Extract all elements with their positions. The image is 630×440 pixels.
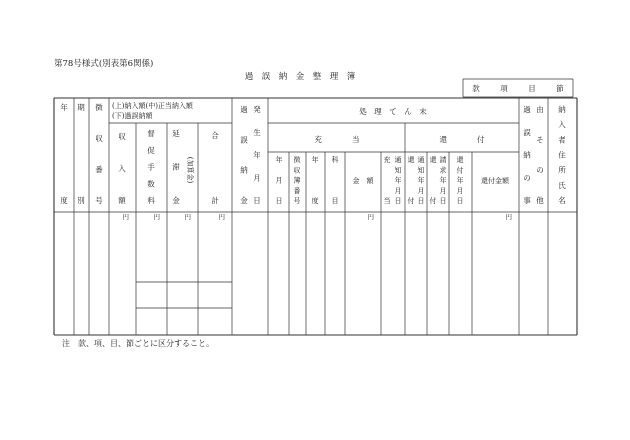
yen-unit-income: 円 xyxy=(122,213,129,221)
header-collection-no-0: 徴 xyxy=(95,103,103,112)
header-allot-notice-a-0: 充 xyxy=(383,156,391,164)
header-allot-date-2: 日 xyxy=(275,197,283,205)
header-reason-a-1: 誤 xyxy=(523,127,531,137)
yen-unit-refund-amount: 円 xyxy=(505,213,512,221)
header-overpay-date-b-0: 発 xyxy=(253,105,261,114)
header-overpay-date-b-1: 生 xyxy=(253,127,261,137)
header-refund-claim-b-4: 日 xyxy=(439,197,447,205)
footnote: 注 款、項、目、節ごとに区分すること。 xyxy=(62,339,214,348)
header-refund-claim-b-2: 年 xyxy=(439,176,447,185)
header-allot-notice-a-1: 当 xyxy=(383,197,391,205)
header-refund-date-2: 年 xyxy=(456,176,464,185)
header-allot-ledger-no-0: 徴 xyxy=(293,156,301,164)
header-dunning-fee-3: 数 xyxy=(147,179,155,189)
header-allot-notice-b-2: 年 xyxy=(394,176,402,185)
header-overpay-date-a-0: 過 xyxy=(240,105,248,114)
header-payer-6: 名 xyxy=(558,196,566,205)
header-allot-ledger-no-1: 収 xyxy=(293,166,301,175)
header-income-1: 入 xyxy=(118,164,126,173)
header-dunning-fee-2: 手 xyxy=(147,162,155,172)
header-total-bottom: 計 xyxy=(211,196,219,205)
header-reason-b-1: そ xyxy=(536,135,544,145)
header-arrears-0: 延 xyxy=(172,129,180,138)
yen-unit-arrears: 円 xyxy=(184,213,191,221)
header-reason-b-2: の xyxy=(536,165,544,175)
header-allot-ledger-no-2: 簿 xyxy=(293,176,301,185)
header-refund-claim-a-1: 付 xyxy=(429,197,437,205)
header-overpay-date-b-3: 月 xyxy=(253,173,261,183)
header-allot-subject-top: 科 xyxy=(331,156,339,164)
header-allot-year-top: 年 xyxy=(311,156,319,164)
classification-label-1: 項 xyxy=(500,84,508,93)
yen-unit-dunning: 円 xyxy=(153,213,160,221)
header-refund-date-4: 日 xyxy=(456,197,464,205)
header-refund: 還 付 xyxy=(439,135,485,144)
header-refund-amount: 還付金額 xyxy=(481,177,509,185)
yen-unit-allot-amount: 円 xyxy=(367,213,374,221)
header-allot-notice-b-4: 日 xyxy=(394,197,402,205)
header-reason-a-0: 過 xyxy=(523,105,531,114)
header-refund-notice-a-1: 付 xyxy=(407,197,415,205)
header-period-bottom: 別 xyxy=(77,196,85,205)
header-refund-notice-b-1: 知 xyxy=(417,166,425,175)
header-refund-date-1: 付 xyxy=(456,166,464,175)
header-refund-notice-b-2: 年 xyxy=(417,176,425,185)
header-year-bottom: 度 xyxy=(60,196,68,205)
header-payer-2: 者 xyxy=(558,135,566,145)
header-collection-no-1: 収 xyxy=(95,134,103,143)
header-total-top: 合 xyxy=(211,131,219,140)
header-payer-4: 所 xyxy=(558,165,566,175)
header-reason-a-4: 事 xyxy=(523,196,531,205)
header-arrears-1: 滞 xyxy=(172,162,180,172)
header-disposition: 処 理 て ん 末 xyxy=(359,107,427,116)
header-refund-notice-b-3: 月 xyxy=(417,186,425,195)
form-number: 第78号様式(別表第6関係) xyxy=(54,59,154,69)
header-refund-notice-b-4: 日 xyxy=(417,197,425,205)
header-payer-3: 住 xyxy=(558,150,566,160)
header-refund-notice-b-0: 通 xyxy=(417,156,425,164)
header-collection-no-3: 号 xyxy=(95,196,103,205)
yen-unit-total: 円 xyxy=(218,213,225,221)
classification-label-0: 款 xyxy=(472,84,480,93)
header-refund-claim-b-3: 月 xyxy=(439,186,447,195)
header-allot-date-1: 月 xyxy=(275,176,283,185)
header-overpay-date-b-2: 年 xyxy=(253,150,261,160)
header-dunning-fee-4: 料 xyxy=(147,196,155,205)
header-reason-b-0: 由 xyxy=(536,105,544,114)
header-allot-year-bottom: 度 xyxy=(311,197,319,205)
header-payer-0: 納 xyxy=(558,105,566,114)
header-reason-a-2: 納 xyxy=(523,150,531,160)
header-refund-claim-b-0: 請 xyxy=(439,156,447,164)
header-allot-subject-bottom: 目 xyxy=(331,197,339,205)
header-amount-group-line1: (上)納入額(中)正当納入額 xyxy=(112,102,193,110)
header-refund-date-3: 月 xyxy=(456,186,464,195)
header-allot-amount: 金 額 xyxy=(352,177,374,185)
header-collection-no-2: 番 xyxy=(95,165,103,174)
header-dunning-fee-1: 促 xyxy=(147,145,155,155)
header-allot-notice-b-1: 知 xyxy=(394,166,402,175)
header-surcharge: (加算金) xyxy=(186,156,194,184)
header-reason-a-3: の xyxy=(523,173,531,183)
header-refund-claim-a-0: 還 xyxy=(429,156,437,164)
header-amount-group-line2: (下)過誤納額 xyxy=(112,112,153,120)
header-year-top: 年 xyxy=(60,103,68,112)
header-reason-b-3: 他 xyxy=(536,196,544,205)
header-arrears-2: 金 xyxy=(172,196,180,205)
header-payer-5: 氏 xyxy=(558,180,566,190)
header-income-0: 収 xyxy=(118,132,126,141)
classification-label-3: 節 xyxy=(556,84,564,93)
header-refund-claim-b-1: 求 xyxy=(439,166,447,175)
header-allotment: 充 当 xyxy=(314,135,360,144)
header-overpay-date-a-1: 誤 xyxy=(240,135,248,145)
header-refund-notice-a-0: 還 xyxy=(407,156,415,164)
header-overpay-date-a-3: 金 xyxy=(240,196,248,205)
header-refund-date-0: 還 xyxy=(456,156,464,164)
header-allot-ledger-no-3: 番 xyxy=(293,186,301,195)
header-dunning-fee-0: 督 xyxy=(147,129,155,138)
header-period-top: 期 xyxy=(77,103,85,112)
document-title: 過 誤 納 金 整 理 簿 xyxy=(244,72,356,82)
header-overpay-date-b-4: 日 xyxy=(253,196,261,205)
header-income-2: 額 xyxy=(118,196,126,205)
header-allot-date-0: 年 xyxy=(275,156,283,164)
header-allot-ledger-no-4: 号 xyxy=(293,197,301,205)
header-allot-notice-b-0: 通 xyxy=(394,156,402,164)
header-overpay-date-a-2: 納 xyxy=(240,165,248,175)
header-payer-1: 入 xyxy=(558,120,566,130)
classification-label-2: 目 xyxy=(528,84,536,93)
header-allot-notice-b-3: 月 xyxy=(394,186,402,195)
